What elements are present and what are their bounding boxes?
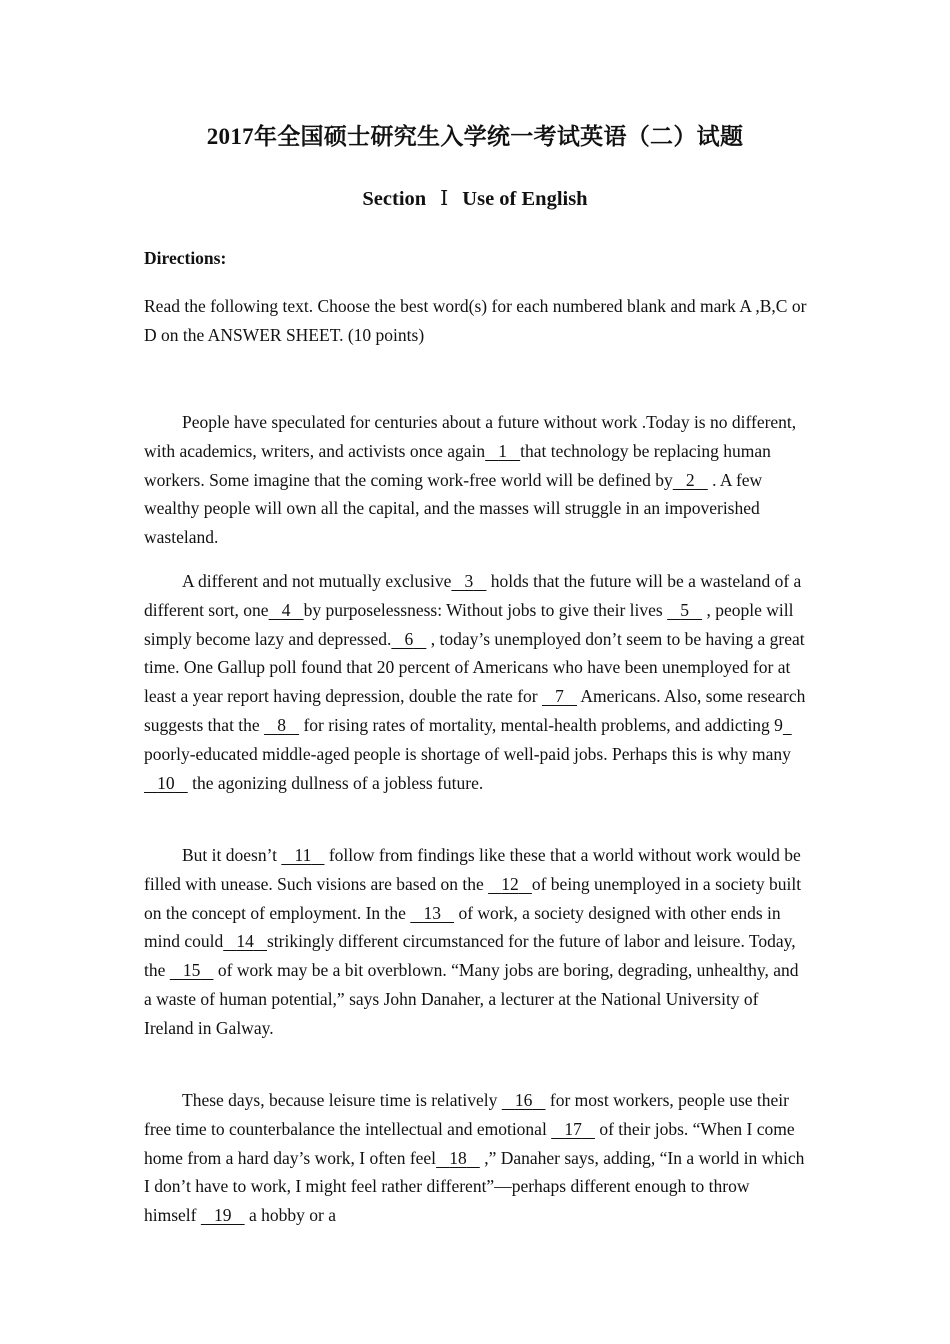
blank-number: 19 (214, 1205, 232, 1226)
blank-number: 4 (281, 599, 291, 620)
section-name: Use of English (462, 188, 588, 210)
blank-13[interactable] (410, 899, 454, 928)
blank-8[interactable] (264, 711, 299, 740)
blank-9[interactable] (783, 711, 792, 740)
blank-number: 2 (685, 469, 695, 490)
text: , people will simply become lazy and depressed. (144, 599, 794, 649)
blank-number: 3 (464, 571, 474, 591)
blank-14[interactable] (223, 927, 267, 956)
blank-18[interactable] (436, 1144, 480, 1173)
blank-number: 16 (514, 1090, 533, 1110)
blank-10[interactable] (144, 769, 188, 798)
text: strikingly different circumstanced for the future of labor and leisure. Today, the (144, 931, 796, 981)
section-heading (0, 186, 950, 211)
blank-number: 8 (277, 714, 286, 735)
text: of being unemployed in a society built on the concept of employment. In the (144, 873, 802, 923)
blank-1[interactable] (485, 437, 520, 466)
text: A different and not mutually exclusive (182, 571, 452, 591)
blank-number: 13 (423, 902, 441, 923)
blank-3[interactable] (451, 567, 486, 596)
blank-7[interactable] (542, 682, 577, 711)
section-label: Section (362, 188, 427, 210)
blank-4[interactable] (269, 596, 304, 625)
text: of work, a society designed with other ends in mind could (144, 902, 781, 952)
blank-2[interactable] (673, 466, 708, 495)
text: But it doesn’t (182, 845, 282, 865)
directions-label: Directions: (144, 248, 227, 268)
blank-number: 6 (404, 628, 414, 649)
blank-5[interactable] (667, 596, 702, 625)
text: These days, because leisure time is relatively (182, 1090, 502, 1110)
passage-paragraph-2 (144, 567, 806, 797)
blank-number: 18 (449, 1147, 467, 1168)
blank-number: 12 (501, 873, 519, 894)
blank-15[interactable] (170, 956, 214, 985)
text: the agonizing dullness of a jobless future. (187, 772, 484, 793)
blank-number: 11 (294, 845, 312, 865)
text: holds that the future will be a wasteland of a different sort, one (144, 571, 802, 620)
text: that technology be replacing human workers. Some imagine that the coming work-free world will be defined by (144, 440, 771, 490)
text: People have speculated for centuries about a future without work .Today is no different, with academics, writers, and activists once again (144, 412, 797, 461)
blank-number: 5 (680, 599, 689, 620)
text: ,” Danaher says, adding, “In a world in which I don’t have to work, I might feel rather different”—perhaps different enough to throw himself (144, 1147, 805, 1226)
text: Americans. Also, some research suggests that the (144, 686, 806, 735)
text: . A few wealthy people will own all the capital, and the masses will struggle in an impoverished wasteland. (144, 469, 763, 548)
text: of work may be a bit overblown. “Many jobs are boring, degrading, unhealthy, and a waste of human potential,” says John Danaher, a lecturer at the National University of Ireland in Galway. (144, 960, 799, 1038)
blank-number: 17 (564, 1118, 582, 1139)
text: by purposelessness: Without jobs to give their lives (303, 599, 668, 620)
section-number: Ⅰ (440, 188, 449, 210)
blank-number: 10 (157, 772, 175, 793)
passage-paragraph-3 (144, 841, 806, 1043)
blank-number: 7 (555, 686, 564, 707)
blank-number: 15 (182, 960, 201, 981)
blank-16[interactable] (502, 1086, 546, 1115)
blank-number: 1 (498, 440, 508, 461)
blank-11[interactable] (281, 841, 324, 870)
text: for most workers, people use their free time to counterbalance the intellectual and emotional (144, 1090, 789, 1139)
blank-number: 14 (236, 931, 254, 952)
directions-text: Read the following text. Choose the best word(s) for each numbered blank and mark A ,B,C or D on the ANSWER SHEET. (10 points) (144, 296, 807, 345)
blank-6[interactable] (391, 625, 426, 654)
passage-paragraph-4 (144, 1086, 806, 1230)
blank-12[interactable] (488, 870, 532, 899)
blank-19[interactable] (201, 1201, 245, 1230)
page-title: 2017年全国硕士研究生入学统一考试英语（二）试题 (206, 124, 744, 149)
text: a hobby or a (244, 1205, 336, 1226)
blank-17[interactable] (551, 1115, 595, 1144)
text: of their jobs. “When I come home from a hard day’s work, I often feel (144, 1118, 795, 1168)
text: follow from findings like these that a world without work would be filled with unease. Such visions are based on the (144, 845, 801, 894)
text: poorly-educated middle-aged people is shortage of well-paid jobs. Perhaps this is why many (144, 743, 791, 764)
text: for rising rates of mortality, mental-health problems, and addicting 9 (299, 714, 783, 735)
text: , today’s unemployed don’t seem to be having a great time. One Gallup poll found that 20 percent of Americans who have been unemployed for at least a year report having depression, double the rate for (144, 628, 805, 707)
passage-paragraph-1 (144, 408, 806, 552)
